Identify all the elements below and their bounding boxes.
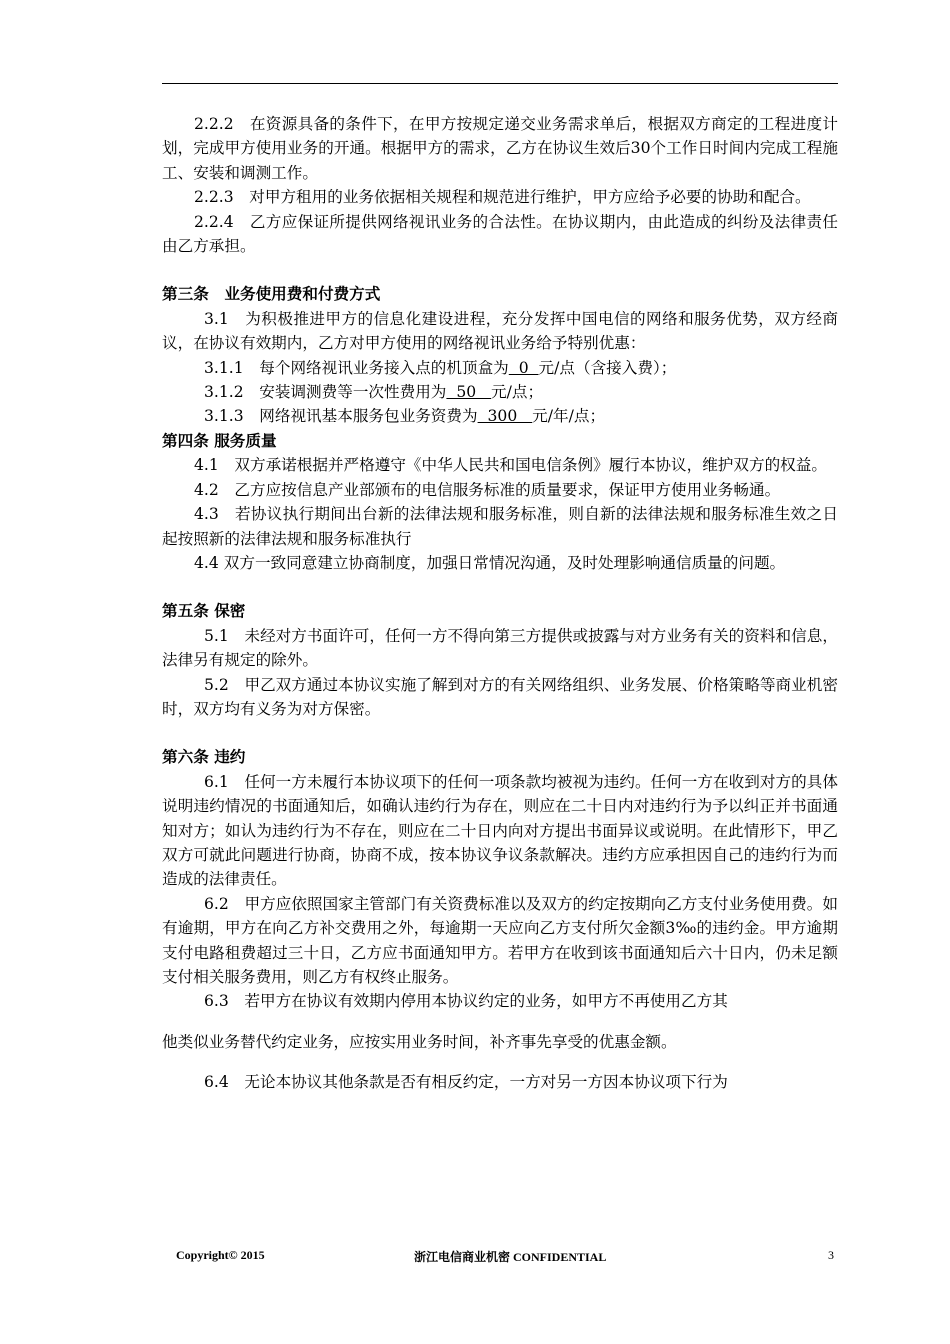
clause-paragraph: 6.4 无论本协议其他条款是否有相反约定，一方对另一方因本协议项下行为 bbox=[204, 1073, 728, 1092]
fee-clause bbox=[162, 356, 838, 380]
clause-paragraph: 3.1 为积极推进甲方的信息化建设进程，充分发挥中国电信的网络和服务优势，双方经商议，在协议有效期内，乙方对甲方使用的网络视讯业务给予特别优惠： bbox=[162, 309, 838, 353]
clause-paragraph: 5.1 未经对方书面许可，任何一方不得向第三方提供或披露与对方业务有关的资料和信息，法律另有规定的除外。 bbox=[162, 626, 838, 670]
section-heading: 第六条 违约 bbox=[162, 747, 246, 767]
page-number: 3 bbox=[828, 1248, 834, 1262]
fee-unit: 元/点（含接入费）； bbox=[538, 358, 677, 377]
section-heading: 第五条 保密 bbox=[162, 601, 246, 621]
fee-clause-label: 3.1.1 每个网络视讯业务接入点的机顶盒为 bbox=[204, 358, 509, 377]
paragraph-gap bbox=[162, 258, 838, 282]
clause-paragraph: 6.1 任何一方未履行本协议项下的任何一项条款均被视为违约。任何一方在收到对方的具体说明违约情况的书面通知后，如确认违约行为存在，则应在二十日内对违约行为予以纠正并书面通知对方；如认为违约行为不存在，则应在二十日内向对方提出书面异议或说明。在此情形下，甲乙双方可就此问题进行协商，协商不成，按本协议争议条款解决。违约方应承担因自己的违约行为而造成的法律责任。 bbox=[162, 772, 838, 889]
paragraph-gap bbox=[162, 575, 838, 599]
page-footer bbox=[162, 1248, 838, 1268]
section-heading: 第四条 服务质量 bbox=[162, 430, 277, 450]
clause-paragraph: 2.2.3 对甲方租用的业务依据相关规程和规范进行维护，甲方应给予必要的协助和配合。 bbox=[194, 188, 811, 207]
fee-unit: 元/年/点； bbox=[532, 407, 606, 426]
paragraph-gap bbox=[162, 721, 838, 745]
clause-paragraph: 6.3 若甲方在协议有效期内停用本协议约定的业务，如甲方不再使用乙方其 bbox=[204, 992, 728, 1011]
clause-paragraph: 2.2.4 乙方应保证所提供网络视讯业务的合法性。在协议期内，由此造成的纠纷及法律责任由乙方承担。 bbox=[162, 212, 838, 256]
clause-paragraph: 4.2 乙方应按信息产业部颁布的电信服务标准的质量要求，保证甲方使用业务畅通。 bbox=[194, 480, 781, 499]
fee-value: 50 bbox=[446, 383, 492, 402]
fee-clause-label: 3.1.3 网络视讯基本服务包业务资费为 bbox=[204, 407, 478, 426]
fee-value: 0 bbox=[508, 358, 539, 377]
footer-confidential: 浙江电信商业机密 CONFIDENTIAL bbox=[414, 1250, 607, 1264]
clause-paragraph: 4.1 双方承诺根据并严格遵守《中华人民共和国电信条例》履行本协议，维护双方的权益。 bbox=[194, 456, 827, 475]
fee-clause-label: 3.1.2 安装调测费等一次性费用为 bbox=[204, 383, 447, 402]
clause-paragraph: 5.2 甲乙双方通过本协议实施了解到对方的有关网络组织、业务发展、价格策略等商业机密时，双方均有义务为对方保密。 bbox=[162, 675, 838, 718]
fee-clause bbox=[162, 380, 838, 404]
footer-copyright: Copyright© 2015 bbox=[176, 1248, 265, 1262]
fee-unit: 元/点； bbox=[491, 383, 544, 402]
clause-paragraph: 4.4 双方一致同意建立协商制度，加强日常情况沟通，及时处理影响通信质量的问题。 bbox=[194, 553, 786, 572]
header-rule bbox=[162, 83, 838, 84]
clause-paragraph: 6.2 甲方应依照国家主管部门有关资费标准以及双方的约定按期向乙方支付业务使用费。如有逾期，甲方在向乙方补交费用之外，每逾期一天应向乙方支付所欠金额3‰的违约金。甲方逾期支付电路租费超过三十日，乙方应书面通知甲方。若甲方在收到该书面通知后六十日内，仍未足额支付相关服务费用，则乙方有权终止服务。 bbox=[162, 894, 838, 986]
fee-value: 300 bbox=[477, 407, 533, 426]
clause-paragraph: 4.3 若协议执行期间出台新的法律法规和服务标准，则自新的法律法规和服务标准生效之日起按照新的法律法规和服务标准执行 bbox=[162, 505, 838, 548]
section-heading: 第三条 业务使用费和付费方式 bbox=[162, 284, 381, 304]
fee-clause bbox=[162, 404, 838, 428]
document-body bbox=[162, 112, 838, 1095]
clause-paragraph: 他类似业务替代约定业务，应按实用业务时间，补齐事先享受的优惠金额。 bbox=[162, 1032, 677, 1051]
clause-paragraph: 2.2.2 在资源具备的条件下，在甲方按规定递交业务需求单后，根据双方商定的工程进度计划，完成甲方使用业务的开通。根据甲方的需求，乙方在协议生效后30个工作日时间内完成工程施工、安装和调测工作。 bbox=[162, 115, 838, 182]
